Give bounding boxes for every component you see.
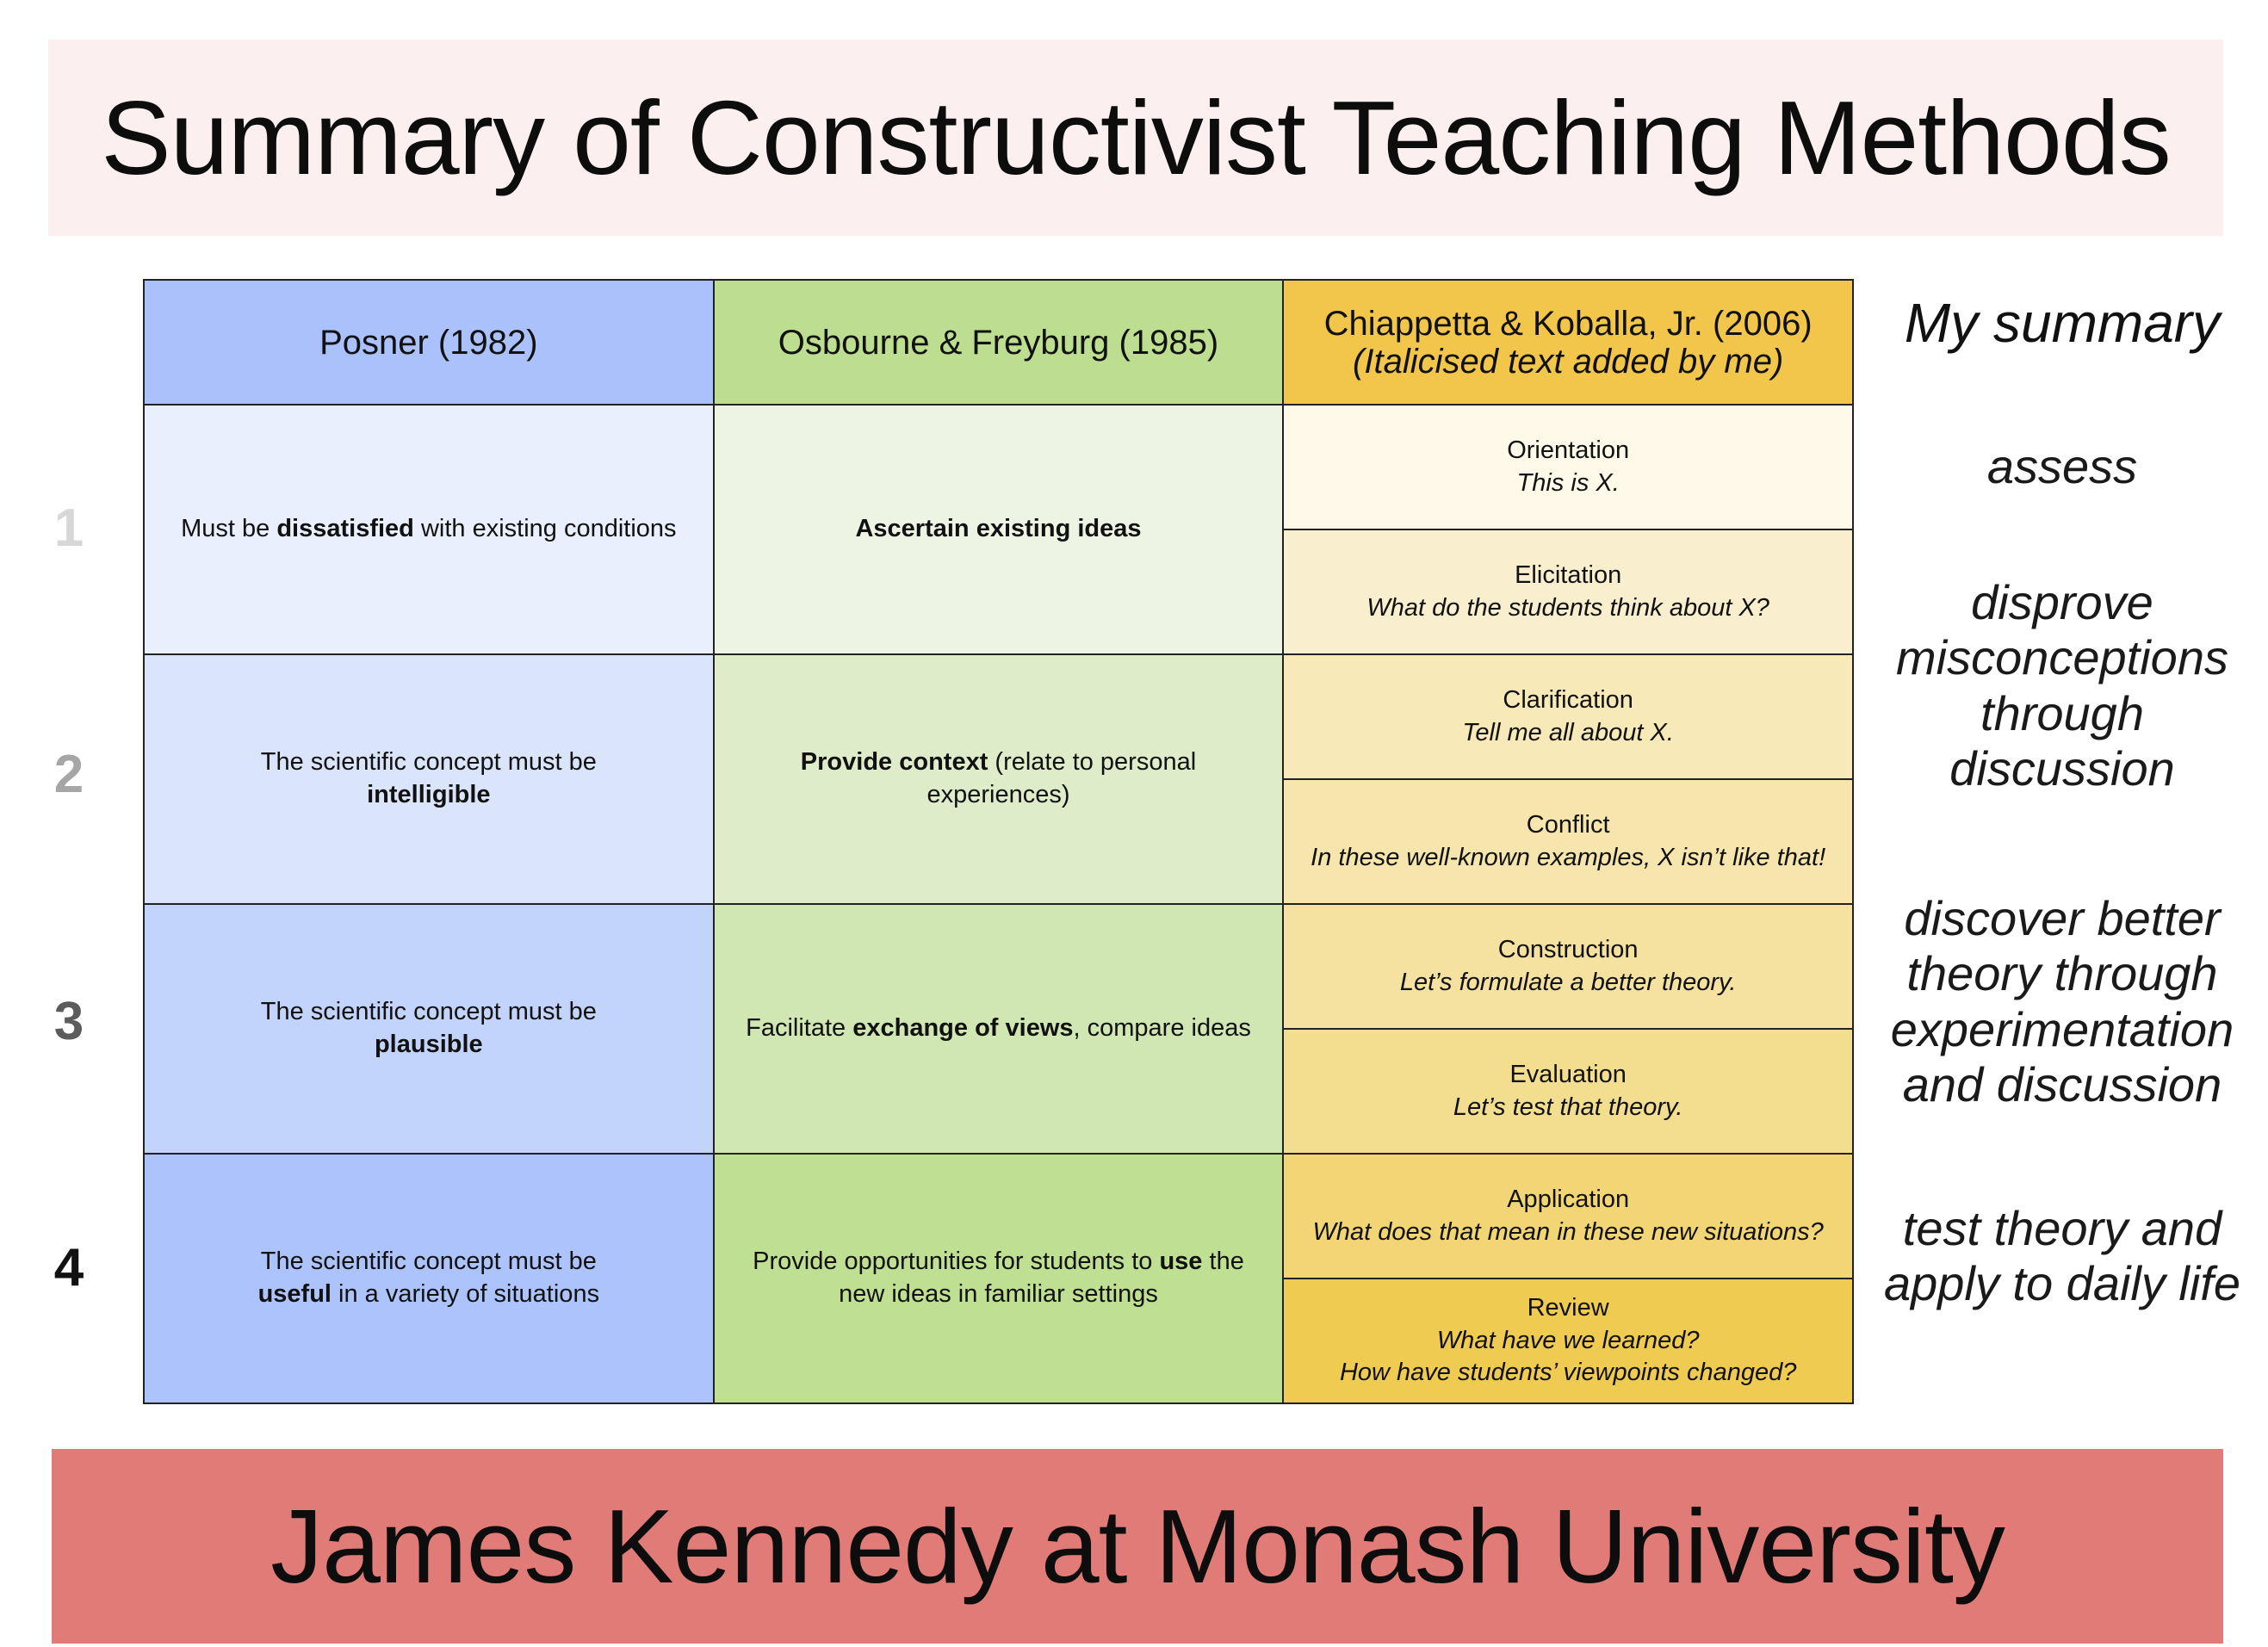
summary-item-2: disprove misconceptions through discussion (1896, 575, 2228, 796)
table-row (144, 904, 1853, 1029)
posner-cell-1: Must be dissatisfied with existing conditions (144, 405, 714, 654)
methods-table (143, 279, 1854, 1404)
osbourne-cell-3: Facilitate exchange of views, compare ideas (714, 904, 1284, 1154)
summary-item-1: assess (1986, 439, 2138, 493)
chiappetta-cell-application: Application What does that mean in these new situations? (1283, 1154, 1853, 1279)
row-number-3: 3 (53, 992, 84, 1051)
posner-cell-2: The scientific concept must be intelligible (144, 654, 714, 904)
header-chiappetta-title: Chiappetta & Koballa, Jr. (2006) (1323, 304, 1813, 343)
osbourne-cell-1: Ascertain existing ideas (714, 405, 1284, 654)
osbourne-cell-2: Provide context (relate to personal experiences) (714, 654, 1284, 904)
posner-cell-3: The scientific concept must be plausible (144, 904, 714, 1154)
summary-item-3: discover better theory through experimentation and discussion (1890, 891, 2234, 1112)
osbourne-cell-4: Provide opportunities for students to use the new ideas in familiar settings (714, 1154, 1284, 1403)
footer-banner (52, 1449, 2223, 1644)
chiappetta-cell-clarification: Clarification Tell me all about X. (1283, 654, 1853, 779)
table-row (144, 1154, 1853, 1279)
title-banner (48, 40, 2223, 236)
posner-cell-4: The scientific concept must be useful in a variety of situations (144, 1154, 714, 1403)
header-row (144, 280, 1853, 405)
chiappetta-cell-construction: Construction Let’s formulate a better theory. (1283, 904, 1853, 1029)
chiappetta-cell-elicitation: Elicitation What do the students think about X? (1283, 529, 1853, 654)
footer-text: James Kennedy at Monash University (270, 1488, 2005, 1605)
header-chiappetta (1283, 280, 1853, 405)
summary-item-4: test theory and apply to daily life (1883, 1201, 2240, 1311)
header-osbourne: Osbourne & Freyburg (1985) (714, 280, 1284, 405)
summary-heading: My summary (1904, 292, 2221, 354)
header-posner: Posner (1982) (144, 280, 714, 405)
table-row (144, 654, 1853, 779)
chiappetta-cell-orientation: Orientation This is X. (1283, 405, 1853, 529)
header-chiappetta-note: (Italicised text added by me) (1353, 342, 1784, 381)
chiappetta-cell-evaluation: Evaluation Let’s test that theory. (1283, 1029, 1853, 1154)
table-row (144, 405, 1853, 529)
chiappetta-cell-review: Review What have we learned? How have students’ viewpoints changed? (1283, 1279, 1853, 1403)
chiappetta-cell-conflict: Conflict In these well-known examples, X isn’t like that! (1283, 779, 1853, 904)
row-number-4: 4 (53, 1238, 84, 1297)
row-number-2: 2 (53, 745, 84, 804)
row-number-1: 1 (53, 498, 84, 558)
page-title: Summary of Constructivist Teaching Methods (101, 79, 2171, 196)
